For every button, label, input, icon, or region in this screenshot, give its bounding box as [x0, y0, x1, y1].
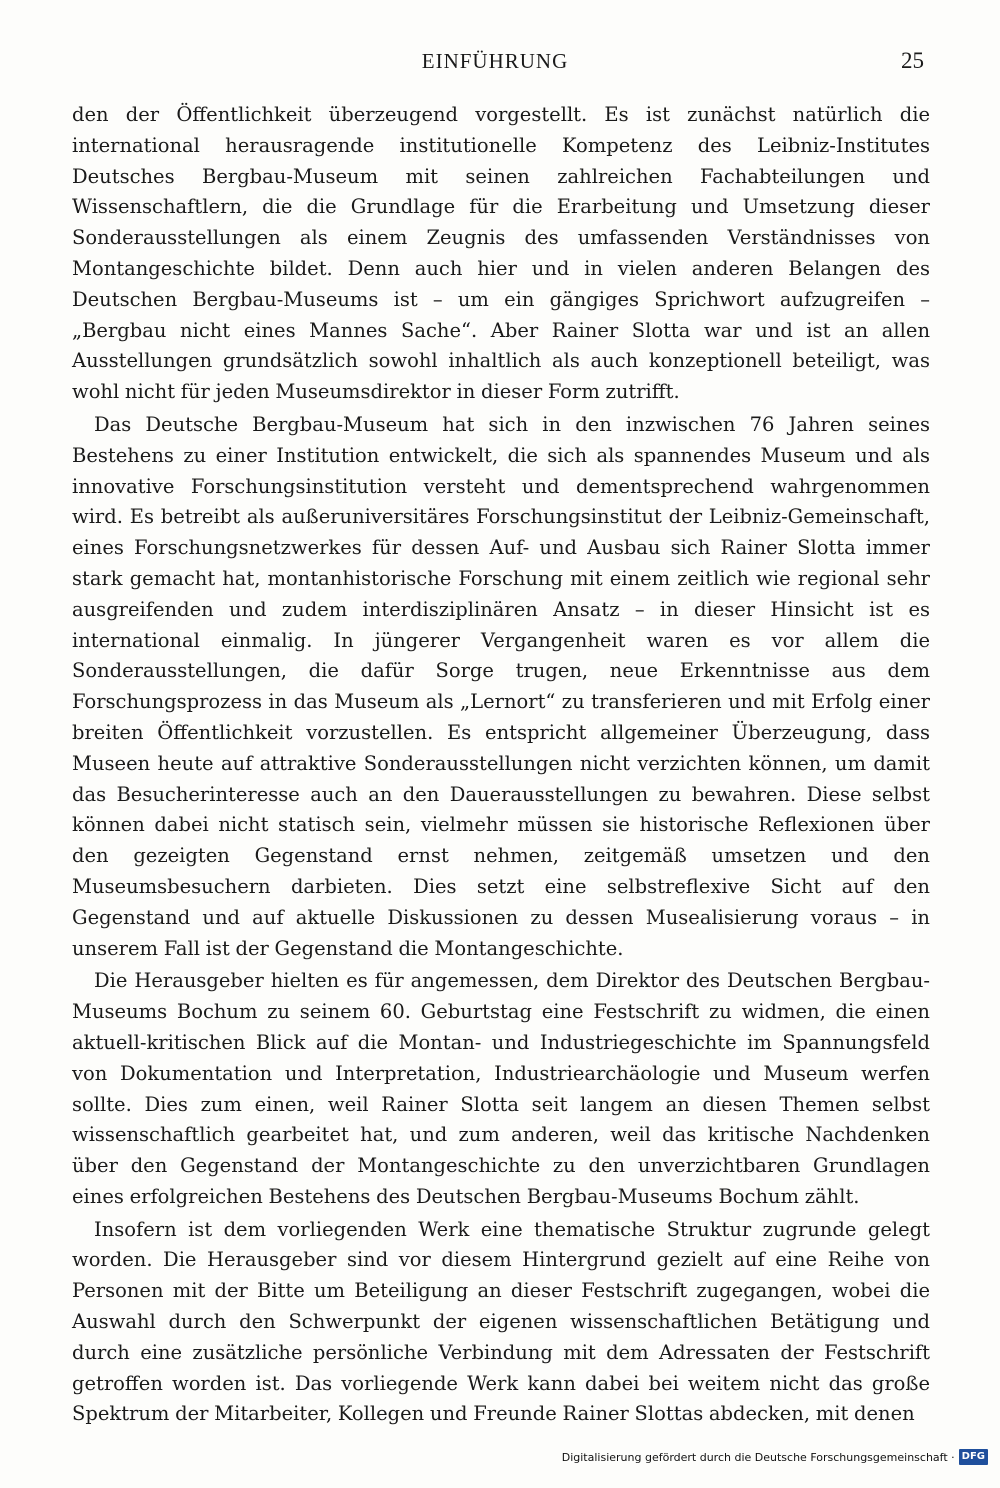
- page-number: 25: [901, 48, 924, 73]
- body-text: [72, 100, 930, 1430]
- digitization-footer: [562, 1448, 988, 1466]
- footer-credit: Digitalisierung gefördert durch die Deutsche Forschungsgemeinschaft ·: [561, 1450, 955, 1464]
- paragraph-1: den der Öffentlichkeit überzeugend vorgestellt. Es ist zunächst natürlich die international herausragende institutionelle Kompetenz des Leibniz-Institutes Deutsches Bergbau-Museum mit seinen zahlreichen Fachabteilungen und Wissenschaftlern, die die Grundlage für die Erarbeitung und Umsetzung dieser Sonderausstellungen als einem Zeugnis des umfassenden Verständnisses von Montangeschichte bildet. Denn auch hier und in vielen anderen Belangen des Deutschen Bergbau-Museums ist – um ein gängiges Sprichwort aufzugreifen – „Bergbau nicht eines Mannes Sache“. Aber Rainer Slotta war und ist an allen Ausstellungen grundsätzlich sowohl inhaltlich als auch konzeptionell beteiligt, was wohl nicht für jeden Museumsdirektor in dieser Form zutrifft.: [72, 103, 930, 404]
- paragraph-3: Die Herausgeber hielten es für angemessen, dem Direktor des Deutschen Bergbau-Museums Bochum zu seinem 60. Geburtstag eine Festschrift zu widmen, die einen aktuell-kritischen Blick auf die Montan- und Industriegeschichte im Spannungsfeld von Dokumentation und Interpretation, Industriearchäologie und Museum werfen sollte. Dies zum einen, weil Rainer Slotta seit langem an diesen Themen selbst wissenschaftlich gearbeitet hat, und zum anderen, weil das kritische Nachdenken über den Gegenstand der Montangeschichte zu den unverzichtbaren Grundlagen eines erfolgreichen Bestehens des Deutschen Bergbau-Museums Bochum zählt.: [72, 969, 930, 1208]
- paragraph-4: Insofern ist dem vorliegenden Werk eine thematische Struktur zugrunde gelegt worden. Die Herausgeber sind vor diesem Hintergrund gezielt auf eine Reihe von Personen mit der Bitte um Beteiligung an dieser Festschrift zugegangen, wobei die Auswahl durch den Schwerpunkt der eigenen wissenschaftlichen Betätigung und durch eine zusätzliche persönliche Verbindung mit dem Adressaten der Festschrift getroffen worden ist. Das vorliegende Werk kann dabei bei weitem nicht das große Spektrum der Mitarbeiter, Kollegen und Freunde Rainer Slottas abdecken, mit denen: [72, 1217, 930, 1426]
- running-head: [0, 46, 1000, 76]
- paragraph-2: Das Deutsche Bergbau-Museum hat sich in den inzwischen 76 Jahren seines Bestehens zu einer Institution entwickelt, die sich als spannendes Museum und als innovative Forschungsinstitution versteht und dementsprechend wahrgenommen wird. Es betreibt als außeruniversitäres Forschungsinstitut der Leibniz-Gemeinschaft, eines Forschungsnetzwerkes für dessen Auf- und Ausbau sich Rainer Slotta immer stark gemacht hat, montanhistorische Forschung mit einem zeitlich wie regional sehr ausgreifenden und zudem interdisziplinären Ansatz – in dieser Hinsicht ist es international einmalig. In jüngerer Vergangenheit waren es vor allem die Sonderausstellungen, die dafür Sorge trugen, neue Erkenntnisse aus dem Forschungsprozess in das Museum als „Lernort“ zu transferieren und mit Erfolg einer breiten Öffentlichkeit vorzustellen. Es entspricht allgemeiner Überzeugung, dass Museen heute auf attraktive Sonderausstellungen nicht verzichten können, um damit das Besucherinteresse auch an den Dauerausstellungen zu bewahren. Diese selbst können dabei nicht statisch sein, vielmehr müssen sie historische Reflexionen über den gezeigten Gegenstand ernst nehmen, zeitgemäß umsetzen und den Museumsbesuchern darbieten. Dies setzt eine selbstreflexive Sicht auf den Gegenstand und auf aktuelle Diskussionen zu dessen Musealisierung voraus – in unserem Fall ist der Gegenstand die Montangeschichte.: [72, 412, 930, 960]
- dfg-logo-icon: DFG: [959, 1449, 988, 1465]
- running-title: EINFÜHRUNG: [421, 49, 569, 73]
